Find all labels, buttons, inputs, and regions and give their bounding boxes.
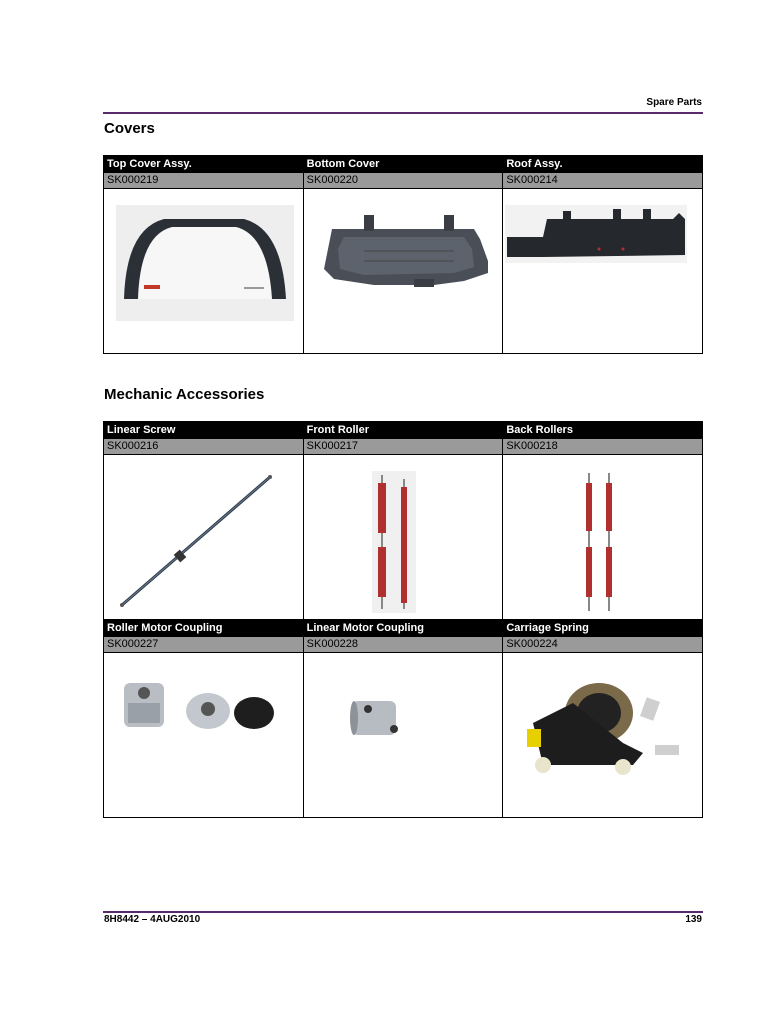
covers-image-row — [104, 189, 703, 354]
mechanic-image-row-2 — [104, 653, 703, 818]
footer-rule — [103, 911, 703, 913]
part-image-cell — [303, 189, 503, 354]
part-image-cell — [104, 455, 304, 620]
part-name: Back Rollers — [503, 422, 703, 439]
part-name: Roller Motor Coupling — [104, 620, 304, 637]
part-code: SK000217 — [303, 439, 503, 455]
mechanic-name-row-2 — [104, 620, 703, 637]
back-rollers-image — [503, 455, 701, 619]
part-image-cell — [503, 653, 703, 818]
mechanic-name-row-1 — [104, 422, 703, 439]
covers-section-title: Covers — [104, 120, 155, 137]
mechanic-code-row-1 — [104, 439, 703, 455]
part-image-cell — [303, 455, 503, 620]
part-code: SK000216 — [104, 439, 304, 455]
mechanic-section-title: Mechanic Accessories — [104, 386, 265, 403]
part-code: SK000227 — [104, 637, 304, 653]
part-code: SK000218 — [503, 439, 703, 455]
part-code: SK000224 — [503, 637, 703, 653]
front-roller-image — [304, 455, 502, 619]
mechanic-table — [103, 421, 703, 818]
header-rule — [103, 112, 703, 114]
part-code: SK000214 — [503, 173, 703, 189]
roof-assy-image — [503, 189, 701, 353]
header-section-label: Spare Parts — [646, 97, 702, 108]
part-name: Linear Screw — [104, 422, 304, 439]
part-image-cell — [104, 189, 304, 354]
mechanic-image-row-1 — [104, 455, 703, 620]
part-code: SK000220 — [303, 173, 503, 189]
part-name: Linear Motor Coupling — [303, 620, 503, 637]
linear-motor-coupling-image — [304, 653, 502, 817]
part-name: Front Roller — [303, 422, 503, 439]
part-name: Top Cover Assy. — [104, 156, 304, 173]
top-cover-image — [104, 189, 302, 353]
carriage-spring-image — [503, 653, 701, 817]
linear-screw-image — [104, 455, 302, 619]
part-image-cell — [503, 189, 703, 354]
part-name: Bottom Cover — [303, 156, 503, 173]
part-code: SK000228 — [303, 637, 503, 653]
footer-doc-id: 8H8442 – 4AUG2010 — [104, 914, 201, 925]
covers-name-row — [104, 156, 703, 173]
footer-page-number: 139 — [685, 914, 702, 925]
part-image-cell — [303, 653, 503, 818]
part-name: Roof Assy. — [503, 156, 703, 173]
covers-table — [103, 155, 703, 354]
covers-code-row — [104, 173, 703, 189]
part-name: Carriage Spring — [503, 620, 703, 637]
roller-motor-coupling-image — [104, 653, 302, 817]
part-code: SK000219 — [104, 173, 304, 189]
part-image-cell — [104, 653, 304, 818]
bottom-cover-image — [304, 189, 502, 353]
mechanic-code-row-2 — [104, 637, 703, 653]
part-image-cell — [503, 455, 703, 620]
